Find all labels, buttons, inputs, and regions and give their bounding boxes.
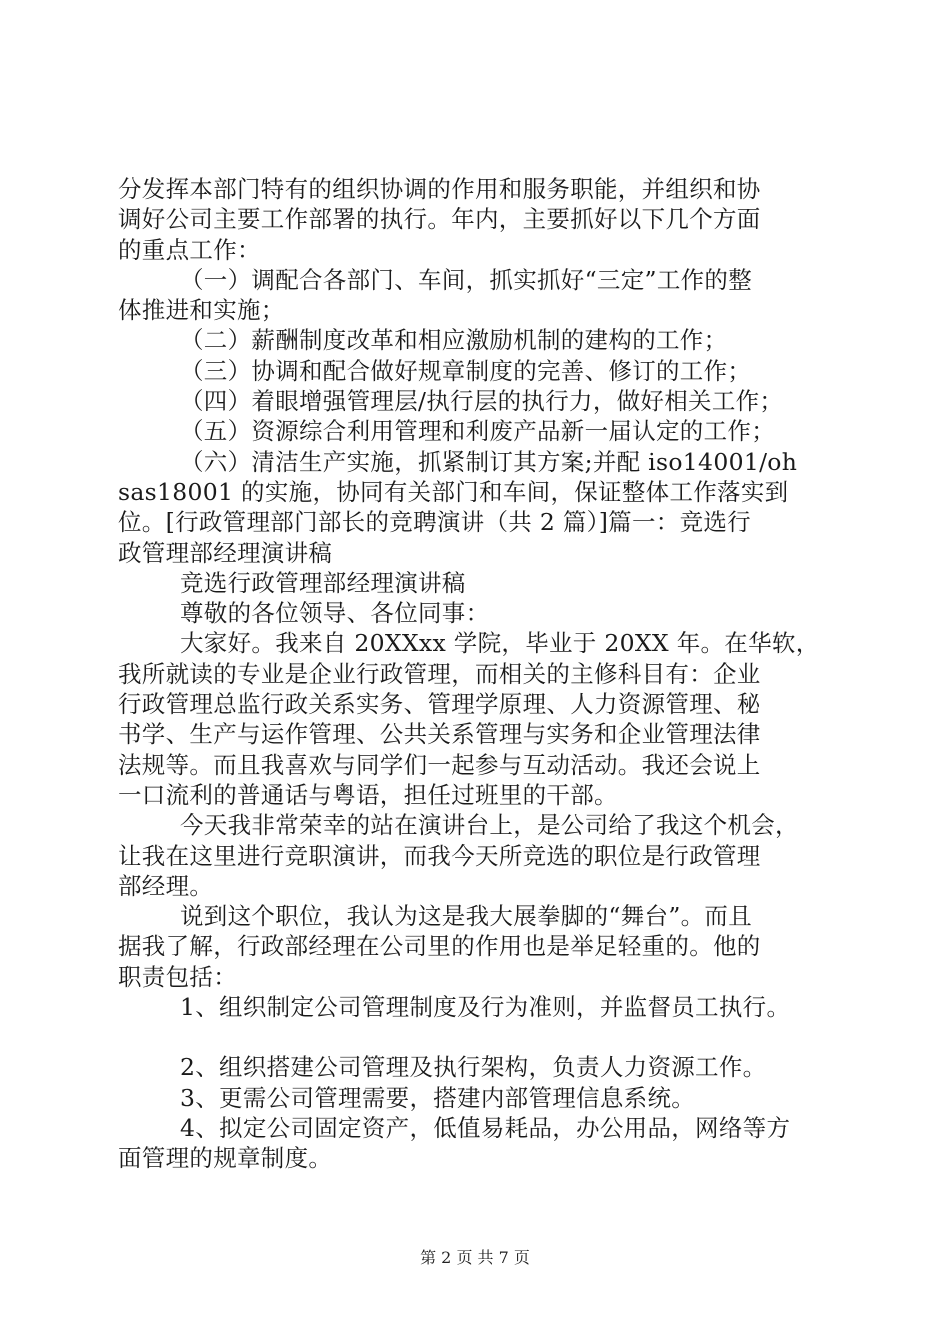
text-line: 的重点工作： [118,235,261,264]
list-item-6: （六）清洁生产实施，抓紧制订其方案;并配 iso14001/oh [180,447,798,476]
list-item-3: （三）协调和配合做好规章制度的完善、修订的工作； [180,356,752,385]
text-line: 书学、生产与运作管理、公共关系管理与实务和企业管理法律 [118,720,761,749]
text-line: 位。[行政管理部门部长的竞聘演讲（共 2 篇）]篇一：竞选行 [118,508,751,537]
text-line: 部经理。 [118,871,214,900]
salutation: 尊敬的各位领导、各位同事： [180,599,490,628]
text-line: 行政管理总监行政关系实务、管理学原理、人力资源管理、秘 [118,690,761,719]
text-line: 体推进和实施； [118,296,285,325]
paragraph-start: 说到这个职位，我认为这是我大展拳脚的“舞台”。而且 [180,902,753,931]
speech-title: 竞选行政管理部经理演讲稿 [180,568,466,597]
list-item-1: （一）调配合各部门、车间，抓实抓好“三定”工作的整 [180,265,753,294]
text-line: 据我了解，行政部经理在公司里的作用也是举足轻重的。他的 [118,932,761,961]
list-item-2: （二）薪酬制度改革和相应激励机制的建构的工作； [180,326,728,355]
text-line: 我所就读的专业是企业行政管理，而相关的主修科目有：企业 [118,659,761,688]
text-line: 一口流利的普通话与粤语，担任过班里的干部。 [118,780,618,809]
page-number-footer: 第 2 页 共 7 页 [420,1248,530,1267]
duty-item-1: 1、组织制定公司管理制度及行为准则，并监督员工执行。 [180,993,791,1022]
list-item-4: （四）着眼增强管理层/执行层的执行力，做好相关工作； [180,387,784,416]
text-line: 政管理部经理演讲稿 [118,538,333,567]
text-line: 面管理的规章制度。 [118,1144,333,1173]
text-line: 职责包括： [118,962,237,991]
text-line: 法规等。而且我喜欢与同学们一起参与互动活动。我还会说上 [118,750,761,779]
paragraph-start: 大家好。我来自 20XXxx 学院，毕业于 20XX 年。在华软， [180,629,820,658]
text-line: 分发挥本部门特有的组织协调的作用和服务职能，并组织和协 [118,175,761,203]
document-body [118,174,838,1174]
paragraph-start: 今天我非常荣幸的站在演讲台上，是公司给了我这个机会， [180,811,799,840]
duty-item-2: 2、组织搭建公司管理及执行架构，负责人力资源工作。 [180,1053,767,1082]
duty-item-4: 4、拟定公司固定资产，低值易耗品，办公用品，网络等方 [180,1113,791,1142]
text-line: sas18001 的实施，协同有关部门和车间，保证整体工作落实到 [118,477,789,506]
duty-item-3: 3、更需公司管理需要，搭建内部管理信息系统。 [180,1083,696,1112]
list-item-5: （五）资源综合利用管理和利废产品新一届认定的工作； [180,417,775,446]
blank-line [118,1022,838,1052]
text-line: 调好公司主要工作部署的执行。年内，主要抓好以下几个方面 [118,205,761,234]
text-line: 让我在这里进行竞职演讲，而我今天所竞选的职位是行政管理 [118,841,761,870]
